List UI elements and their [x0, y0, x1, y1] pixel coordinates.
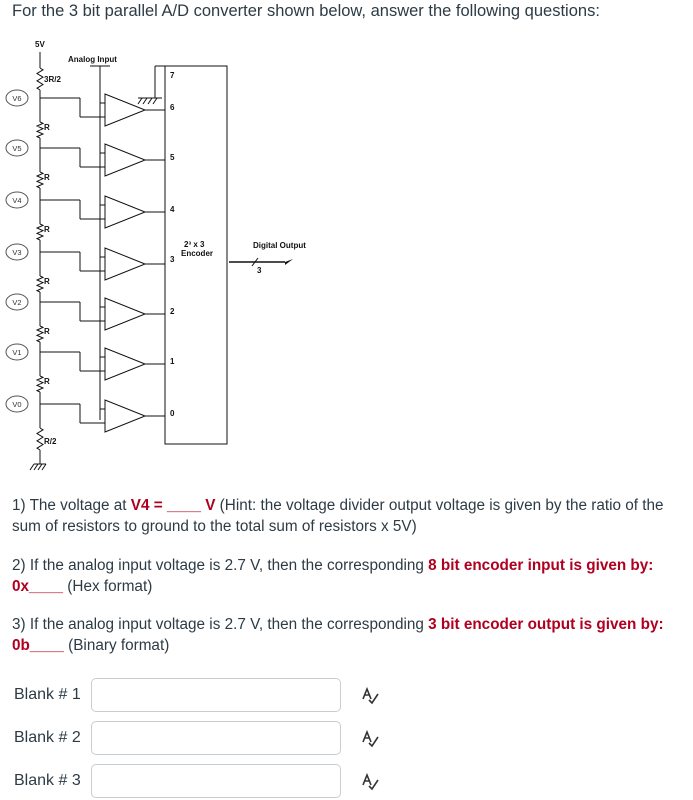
resistor-3r2	[37, 68, 43, 90]
resistor-label: R/2	[44, 437, 57, 446]
blank-label-1: Blank # 1	[14, 686, 81, 703]
encoder-input-label: 2	[170, 307, 175, 316]
question-3	[12, 614, 677, 656]
spell-check-icon[interactable]	[359, 727, 381, 749]
resistor-label: R	[44, 225, 50, 234]
question-1	[12, 495, 677, 537]
q2-suffix: (Hex format)	[63, 578, 153, 595]
encoder-input-labels	[138, 71, 175, 418]
node-label: V1	[12, 348, 22, 357]
blank-input-1[interactable]	[91, 678, 341, 712]
question-title: For the 3 bit parallel A/D converter shown below, answer the following questions:	[12, 2, 600, 20]
resistor-r	[37, 276, 43, 292]
encoder-input-label: 3	[170, 255, 175, 264]
comparator-bank	[40, 94, 165, 432]
encoder-input-label: 6	[170, 103, 175, 112]
resistor-label: R	[44, 327, 50, 336]
q3-bold: 3 bit encoder output is given by: 0b	[12, 616, 664, 654]
spell-check-icon[interactable]	[359, 770, 381, 792]
q3-blank: ____	[29, 637, 64, 654]
question-2	[12, 555, 677, 597]
q2-prefix: 2) If the analog input voltage is 2.7 V, then the corresponding	[12, 557, 429, 574]
q1-unit: V	[200, 497, 216, 514]
encoder-label-1: 2³ x 3	[184, 240, 205, 249]
node-label: V5	[12, 144, 22, 153]
q3-suffix: (Binary format)	[63, 637, 170, 654]
resistor-r	[37, 172, 43, 188]
encoder-input-label: 7	[170, 71, 175, 80]
node-label: V3	[12, 248, 22, 257]
q1-hint: (Hint: the voltage divider output voltage is given by the ratio of the sum of resistors to ground to the total sum of resistors x 5V)	[12, 497, 664, 535]
q2-bold: 8 bit encoder input is given by: 0x	[12, 557, 654, 595]
comparator	[105, 400, 145, 432]
q1-blank: ____	[166, 497, 201, 514]
blank-row-3	[14, 764, 693, 800]
digital-output-label: Digital Output	[253, 241, 306, 250]
flash-adc-diagram	[0, 30, 693, 490]
resistor-r	[37, 122, 43, 138]
resistor-label: R	[44, 377, 50, 386]
q1-v4: V4 =	[130, 497, 167, 514]
q2-blank: ____	[29, 578, 64, 595]
resistor-label: R	[44, 173, 50, 182]
node-label: V4	[12, 196, 22, 205]
resistor-label: 3R/2	[44, 75, 61, 84]
comparator	[105, 298, 145, 330]
resistor-r	[37, 326, 43, 342]
encoder-input-label: 0	[170, 409, 175, 418]
bus-width-label: 3	[257, 266, 262, 275]
encoder-label-2: Encoder	[181, 249, 214, 258]
resistor-label: R	[44, 123, 50, 132]
comparator	[105, 348, 145, 380]
comparator	[105, 94, 145, 126]
comparator	[105, 144, 145, 176]
q1-prefix: 1) The voltage at	[12, 497, 131, 514]
comparator	[105, 248, 145, 280]
resistor-r	[37, 224, 43, 240]
resistor-r2	[37, 428, 43, 450]
voltage-node-labels	[6, 90, 28, 412]
resistor-r	[37, 376, 43, 392]
comparator	[105, 196, 145, 228]
encoder-input-label: 5	[170, 153, 175, 162]
blank-label-2: Blank # 2	[14, 729, 81, 746]
node-label: V2	[12, 298, 22, 307]
supply-label: 5V	[35, 40, 45, 49]
blank-input-2[interactable]	[91, 721, 341, 755]
resistor-label: R	[44, 277, 50, 286]
resistor-ladder	[37, 68, 61, 450]
node-label: V0	[12, 400, 22, 409]
analog-input-label: Analog Input	[68, 55, 117, 64]
encoder-input-label: 1	[170, 357, 175, 366]
blank-input-3[interactable]	[91, 764, 341, 798]
q3-prefix: 3) If the analog input voltage is 2.7 V, then the corresponding	[12, 616, 429, 633]
node-label: V6	[12, 94, 22, 103]
blank-label-3: Blank # 3	[14, 772, 81, 789]
spell-check-icon[interactable]	[359, 684, 381, 706]
encoder-input-label: 4	[170, 205, 175, 214]
blank-row-2	[14, 721, 693, 757]
blank-row-1	[14, 678, 693, 714]
